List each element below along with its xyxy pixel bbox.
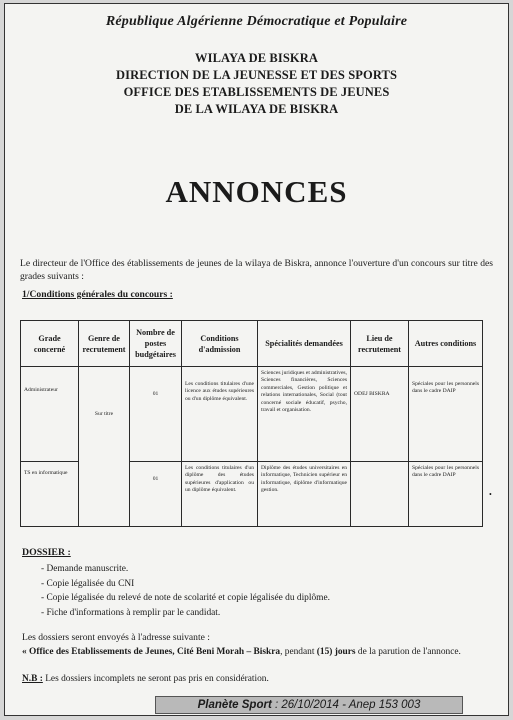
lieu-cell: ODEJ BISKRA	[351, 367, 409, 462]
wilaya-line: WILAYA DE BISKRA	[195, 51, 318, 65]
grade-cell: TS en informatique	[21, 462, 79, 527]
column-header: Grade concerné	[21, 321, 79, 367]
address-days: (15) jours	[316, 647, 356, 657]
list-item: - Copie légalisée du relevé de note de scolarité et copie légalisée du diplôme.	[41, 591, 330, 606]
column-header: Spécialités demandées	[258, 321, 351, 367]
recruitment-table	[20, 320, 483, 527]
nb-text: Les dossiers incomplets ne seront pas pris en considération.	[42, 674, 269, 684]
address-bold: « Office des Etablissements de Jeunes, Cité Beni Morah – Biskra	[22, 647, 281, 657]
source-footer	[155, 696, 463, 714]
list-item: - Copie légalisée du CNI	[41, 577, 330, 592]
list-item: - Fiche d'informations à remplir par le candidat.	[41, 606, 330, 621]
postes-cell: 01	[130, 367, 182, 462]
office-line: OFFICE DES ETABLISSEMENTS DE JEUNES	[123, 85, 390, 99]
stray-mark: •	[489, 490, 492, 499]
column-header: Nombre de postes budgétaires	[130, 321, 182, 367]
republic-heading: République Algérienne Démocratique et Populaire	[105, 14, 408, 29]
conditions-cell: Les conditions titulaires d'un diplôme des études supérieures d'application ou un diplôme équivalent.	[182, 462, 258, 527]
direction-line: DIRECTION DE LA JEUNESSE ET DES SPORTS	[116, 68, 397, 82]
announcement-page	[4, 3, 509, 716]
nb-label: N.B :	[22, 674, 43, 684]
table-row	[21, 367, 483, 462]
autres-cell: Spéciales pour les personnels dans le cadre DAIP	[409, 367, 483, 462]
intro-paragraph: Le directeur de l'Office des établissements de jeunes de la wilaya de Biskra, annonce l'ouverture d'un concours sur titre des grades suivants :	[20, 258, 493, 282]
column-header: Genre de recrutement	[79, 321, 130, 367]
autres-cell: Spéciales pour les personnels dans le cadre DAIP	[409, 462, 483, 527]
lieu-cell	[351, 462, 409, 527]
table-header-row	[21, 321, 483, 367]
footer-details: : 26/10/2014 - Anep 153 003	[271, 699, 421, 711]
wilaya-office-line: DE LA WILAYA DE BISKRA	[174, 102, 339, 116]
column-header: Conditions d'admission	[182, 321, 258, 367]
grade-cell: Administrateur	[21, 367, 79, 462]
specialites-cell: Sciences juridiques et administratives, Sciences financières, Sciences commerciales, Gestion politique et relations internationales, Social (tout concerné sociale éducatif, psycho, travail et organisation.	[258, 367, 351, 462]
genre-cell: Sur titre	[79, 367, 130, 527]
postes-cell: 01	[130, 462, 182, 527]
address-end: de la parution de l'annonce.	[355, 647, 461, 657]
specialites-cell: Diplôme des études universitaires en informatique, Technicien supérieur en informatique, diplôme d'informatique gestion.	[258, 462, 351, 527]
list-item: - Demande manuscrite.	[41, 562, 330, 577]
conditions-heading: 1/Conditions générales du concours :	[22, 289, 173, 300]
conditions-cell: Les conditions titulaires d'une licence aux études supérieures ou d'un diplôme équivalent.	[182, 367, 258, 462]
address-line	[22, 646, 461, 659]
dossier-list	[41, 562, 330, 621]
column-header: Lieu de recrutement	[351, 321, 409, 367]
column-header: Autres conditions	[409, 321, 483, 367]
send-instructions: Les dossiers seront envoyés à l'adresse suivante :	[22, 632, 210, 643]
address-mid: , pendant	[280, 647, 317, 657]
footer-source: Planète Sport	[197, 699, 272, 711]
dossier-heading: DOSSIER :	[22, 547, 71, 558]
nb-note	[22, 674, 269, 684]
announcement-title: ANNONCES	[165, 174, 348, 209]
